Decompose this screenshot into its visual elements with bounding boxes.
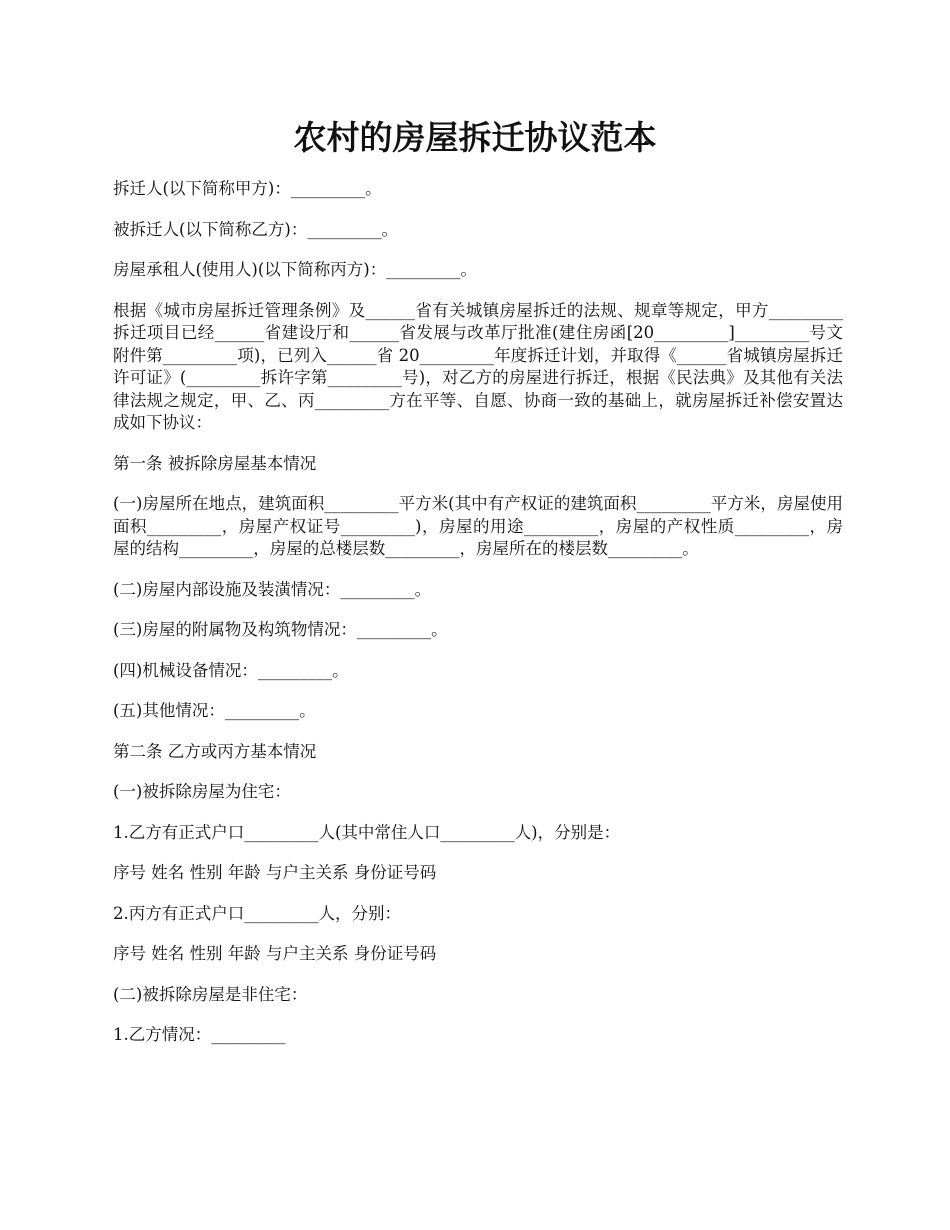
paragraph-machinery: (四)机械设备情况：_________。: [113, 660, 349, 680]
paragraph-attachments: (三)房屋的附属物及构筑物情况：_________。: [113, 620, 448, 639]
document-body: [113, 178, 843, 1065]
paragraph-demolisher: 拆迁人(以下简称甲方)：_________。: [113, 179, 382, 198]
paragraph-other: (五)其他情况：_________。: [113, 701, 316, 720]
paragraph-non-residential: (二)被拆除房屋是非住宅：: [113, 984, 308, 1004]
paragraph-tenant: 房屋承租人(使用人)(以下简称丙方)：_________。: [113, 260, 477, 279]
article-2-heading: 第二条 乙方或丙方基本情况: [113, 741, 317, 761]
paragraph-house-location: (一)房屋所在地点，建筑面积_________平方米(其中有产权证的建筑面积_________平方米，房屋使用面积_________，房屋产权证号_________)，房屋的用途_________，房屋的产权性质_________，房屋的结构_________，房屋的总楼层数_________，房屋所在的楼层数_________。: [113, 494, 843, 558]
paragraph-party-c-household: 2.丙方有正式户口_________人，分别：: [113, 903, 401, 923]
table-header-line-2: 序号 姓名 性别 年龄 与户主关系 身份证号码: [113, 944, 437, 963]
paragraph-demolished-party: 被拆迁人(以下简称乙方)：_________。: [113, 219, 399, 239]
paragraph-residential: (一)被拆除房屋为住宅：: [113, 782, 291, 801]
paragraph-party-b-household: 1.乙方有正式户口_________人(其中常住人口_________人)，分别是：: [113, 822, 621, 842]
table-header-line-1: 序号 姓名 性别 年龄 与户主关系 身份证号码: [113, 863, 437, 882]
article-1-heading: 第一条 被拆除房屋基本情况: [113, 453, 317, 473]
paragraph-interior: (二)房屋内部设施及装潢情况：_________。: [113, 579, 432, 599]
paragraph-party-b-info: 1.乙方情况：_________: [113, 1025, 286, 1044]
paragraph-basis: 根据《城市房屋拆迁管理条例》及______省有关城镇房屋拆迁的法规、规章等规定，甲方_________拆迁项目已经______省建设厅和______省发展与改革厅批准(建住房函[20_________]_________号文附件第_________项)，已列入______省 20_________年度拆迁计划，并取得《______省城镇房屋拆迁许可证》(_________拆许字第_________号)，对乙方的房屋进行拆迁，根据《民法典》及其他有关法律法规之规定，甲、乙、丙_________方在平等、自愿、协商一致的基础上，就房屋拆迁补偿安置达成如下协议：: [113, 300, 843, 432]
document-title: 农村的房屋拆迁协议范本: [293, 118, 657, 157]
